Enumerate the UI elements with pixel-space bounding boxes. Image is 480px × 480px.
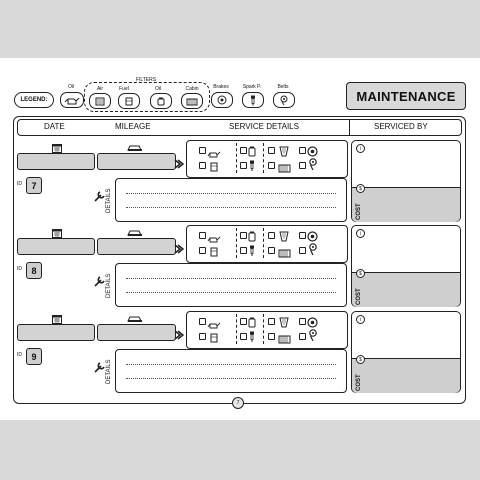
fuel-filter-icon xyxy=(209,244,219,262)
wrench-icon xyxy=(93,189,105,207)
service-details-box-1 xyxy=(186,140,348,178)
oil-filter-icon xyxy=(150,93,172,109)
legend-oil-label: Oil xyxy=(67,84,75,90)
dollar-icon: $ xyxy=(356,184,365,193)
header-service-details: SERVICE DETAILS xyxy=(229,122,299,131)
check-other-3[interactable] xyxy=(299,333,306,340)
details-label: DETAILS xyxy=(106,273,112,298)
date-field-1[interactable] xyxy=(17,153,95,170)
spark-plug-icon xyxy=(242,92,264,108)
mileage-field-3[interactable] xyxy=(97,324,176,341)
spark-plug-icon xyxy=(248,159,256,177)
belt-icon xyxy=(273,92,295,108)
entry-id-1: 7 xyxy=(26,177,42,194)
divider xyxy=(263,314,264,344)
check-belts-2[interactable] xyxy=(268,247,275,254)
spark-plug-icon xyxy=(248,244,256,262)
service-details-box-3 xyxy=(186,311,348,349)
check-oil-1[interactable] xyxy=(199,147,206,154)
header-date: DATE xyxy=(44,122,65,131)
arrow-right-icon xyxy=(174,327,184,345)
cabin-filter-icon xyxy=(181,93,203,109)
legend-brakes-label: Brakes xyxy=(213,84,229,90)
check-oil-3[interactable] xyxy=(199,318,206,325)
fuel-filter-icon xyxy=(118,93,140,109)
legend-label: LEGEND: xyxy=(14,92,54,108)
check-air-filter-1[interactable] xyxy=(240,147,247,154)
check-brakes-2[interactable] xyxy=(299,232,306,239)
cost-field-3[interactable] xyxy=(352,358,460,393)
details-box-3[interactable] xyxy=(115,349,347,393)
header-divider xyxy=(349,120,350,135)
serviced-by-box-2 xyxy=(351,225,461,307)
filter-fuel-label: Fuel xyxy=(119,86,129,92)
date-field-2[interactable] xyxy=(17,238,95,255)
check-air-filter-2[interactable] xyxy=(240,232,247,239)
check-belts-1[interactable] xyxy=(268,162,275,169)
page-title: MAINTENANCE xyxy=(346,82,466,110)
details-line xyxy=(126,292,336,293)
brake-disc-icon xyxy=(211,92,233,108)
service-details-box-2 xyxy=(186,225,348,263)
fuel-filter-icon xyxy=(209,330,219,348)
filter-air-label: Air xyxy=(96,86,104,92)
oil-can-icon xyxy=(60,92,84,108)
details-line xyxy=(126,207,336,208)
id-label: ID xyxy=(17,352,22,358)
details-box-2[interactable] xyxy=(115,263,347,307)
header-mileage: MILEAGE xyxy=(115,122,151,131)
filter-oil-label: Oil xyxy=(154,86,162,92)
arrow-right-icon xyxy=(174,241,184,259)
check-fuel-1[interactable] xyxy=(199,162,206,169)
wrench-icon xyxy=(93,274,105,292)
info-icon: i xyxy=(356,315,365,324)
belt-icon xyxy=(308,158,318,176)
legend-belts-label: Belts xyxy=(277,84,289,90)
info-icon: i xyxy=(356,144,365,153)
check-brakes-3[interactable] xyxy=(299,318,306,325)
id-label: ID xyxy=(17,266,22,272)
cabin-filter-icon xyxy=(278,245,291,263)
cost-label: COST xyxy=(356,288,362,305)
dollar-icon: $ xyxy=(356,269,365,278)
cost-label: COST xyxy=(356,203,362,220)
mileage-field-1[interactable] xyxy=(97,153,176,170)
fuel-filter-icon xyxy=(209,159,219,177)
table-header xyxy=(17,119,462,136)
divider xyxy=(236,228,237,258)
serviced-by-box-1 xyxy=(351,140,461,222)
check-cabin-filter-3[interactable] xyxy=(268,318,275,325)
divider xyxy=(236,314,237,344)
details-label: DETAILS xyxy=(106,188,112,213)
cost-field-1[interactable] xyxy=(352,187,460,222)
cost-field-2[interactable] xyxy=(352,272,460,307)
details-label: DETAILS xyxy=(106,359,112,384)
serviced-by-box-3 xyxy=(351,311,461,393)
cost-label: COST xyxy=(356,374,362,391)
check-belts-3[interactable] xyxy=(268,333,275,340)
air-filter-icon xyxy=(89,93,111,109)
details-box-1[interactable] xyxy=(115,178,347,222)
check-brakes-1[interactable] xyxy=(299,147,306,154)
spark-plug-icon xyxy=(248,330,256,348)
entry-id-3: 9 xyxy=(26,348,42,365)
divider xyxy=(236,143,237,173)
details-line xyxy=(126,378,336,379)
info-icon: i xyxy=(356,229,365,238)
check-spark-plug-3[interactable] xyxy=(240,333,247,340)
belt-icon xyxy=(308,329,318,347)
details-line xyxy=(126,364,336,365)
dollar-icon: $ xyxy=(356,355,365,364)
page-number: 7 xyxy=(232,397,244,409)
divider xyxy=(263,228,264,258)
wrench-icon xyxy=(93,360,105,378)
check-spark-plug-2[interactable] xyxy=(240,247,247,254)
filter-cabin-label: Cabin xyxy=(185,86,199,92)
check-other-2[interactable] xyxy=(299,247,306,254)
belt-icon xyxy=(308,243,318,261)
filters-title: FILTERS xyxy=(135,77,157,83)
legend-spark-label: Spark P. xyxy=(242,84,262,90)
divider xyxy=(263,143,264,173)
check-oil-2[interactable] xyxy=(199,232,206,239)
check-air-filter-3[interactable] xyxy=(240,318,247,325)
check-cabin-filter-2[interactable] xyxy=(268,232,275,239)
check-fuel-2[interactable] xyxy=(199,247,206,254)
id-label: ID xyxy=(17,181,22,187)
details-line xyxy=(126,193,336,194)
cabin-filter-icon xyxy=(278,160,291,178)
check-fuel-3[interactable] xyxy=(199,333,206,340)
details-line xyxy=(126,278,336,279)
date-field-3[interactable] xyxy=(17,324,95,341)
header-serviced-by: SERVICED BY xyxy=(374,122,428,131)
mileage-field-2[interactable] xyxy=(97,238,176,255)
check-other-1[interactable] xyxy=(299,162,306,169)
arrow-right-icon xyxy=(174,156,184,174)
entry-id-2: 8 xyxy=(26,262,42,279)
cabin-filter-icon xyxy=(278,331,291,349)
check-cabin-filter-1[interactable] xyxy=(268,147,275,154)
check-spark-plug-1[interactable] xyxy=(240,162,247,169)
